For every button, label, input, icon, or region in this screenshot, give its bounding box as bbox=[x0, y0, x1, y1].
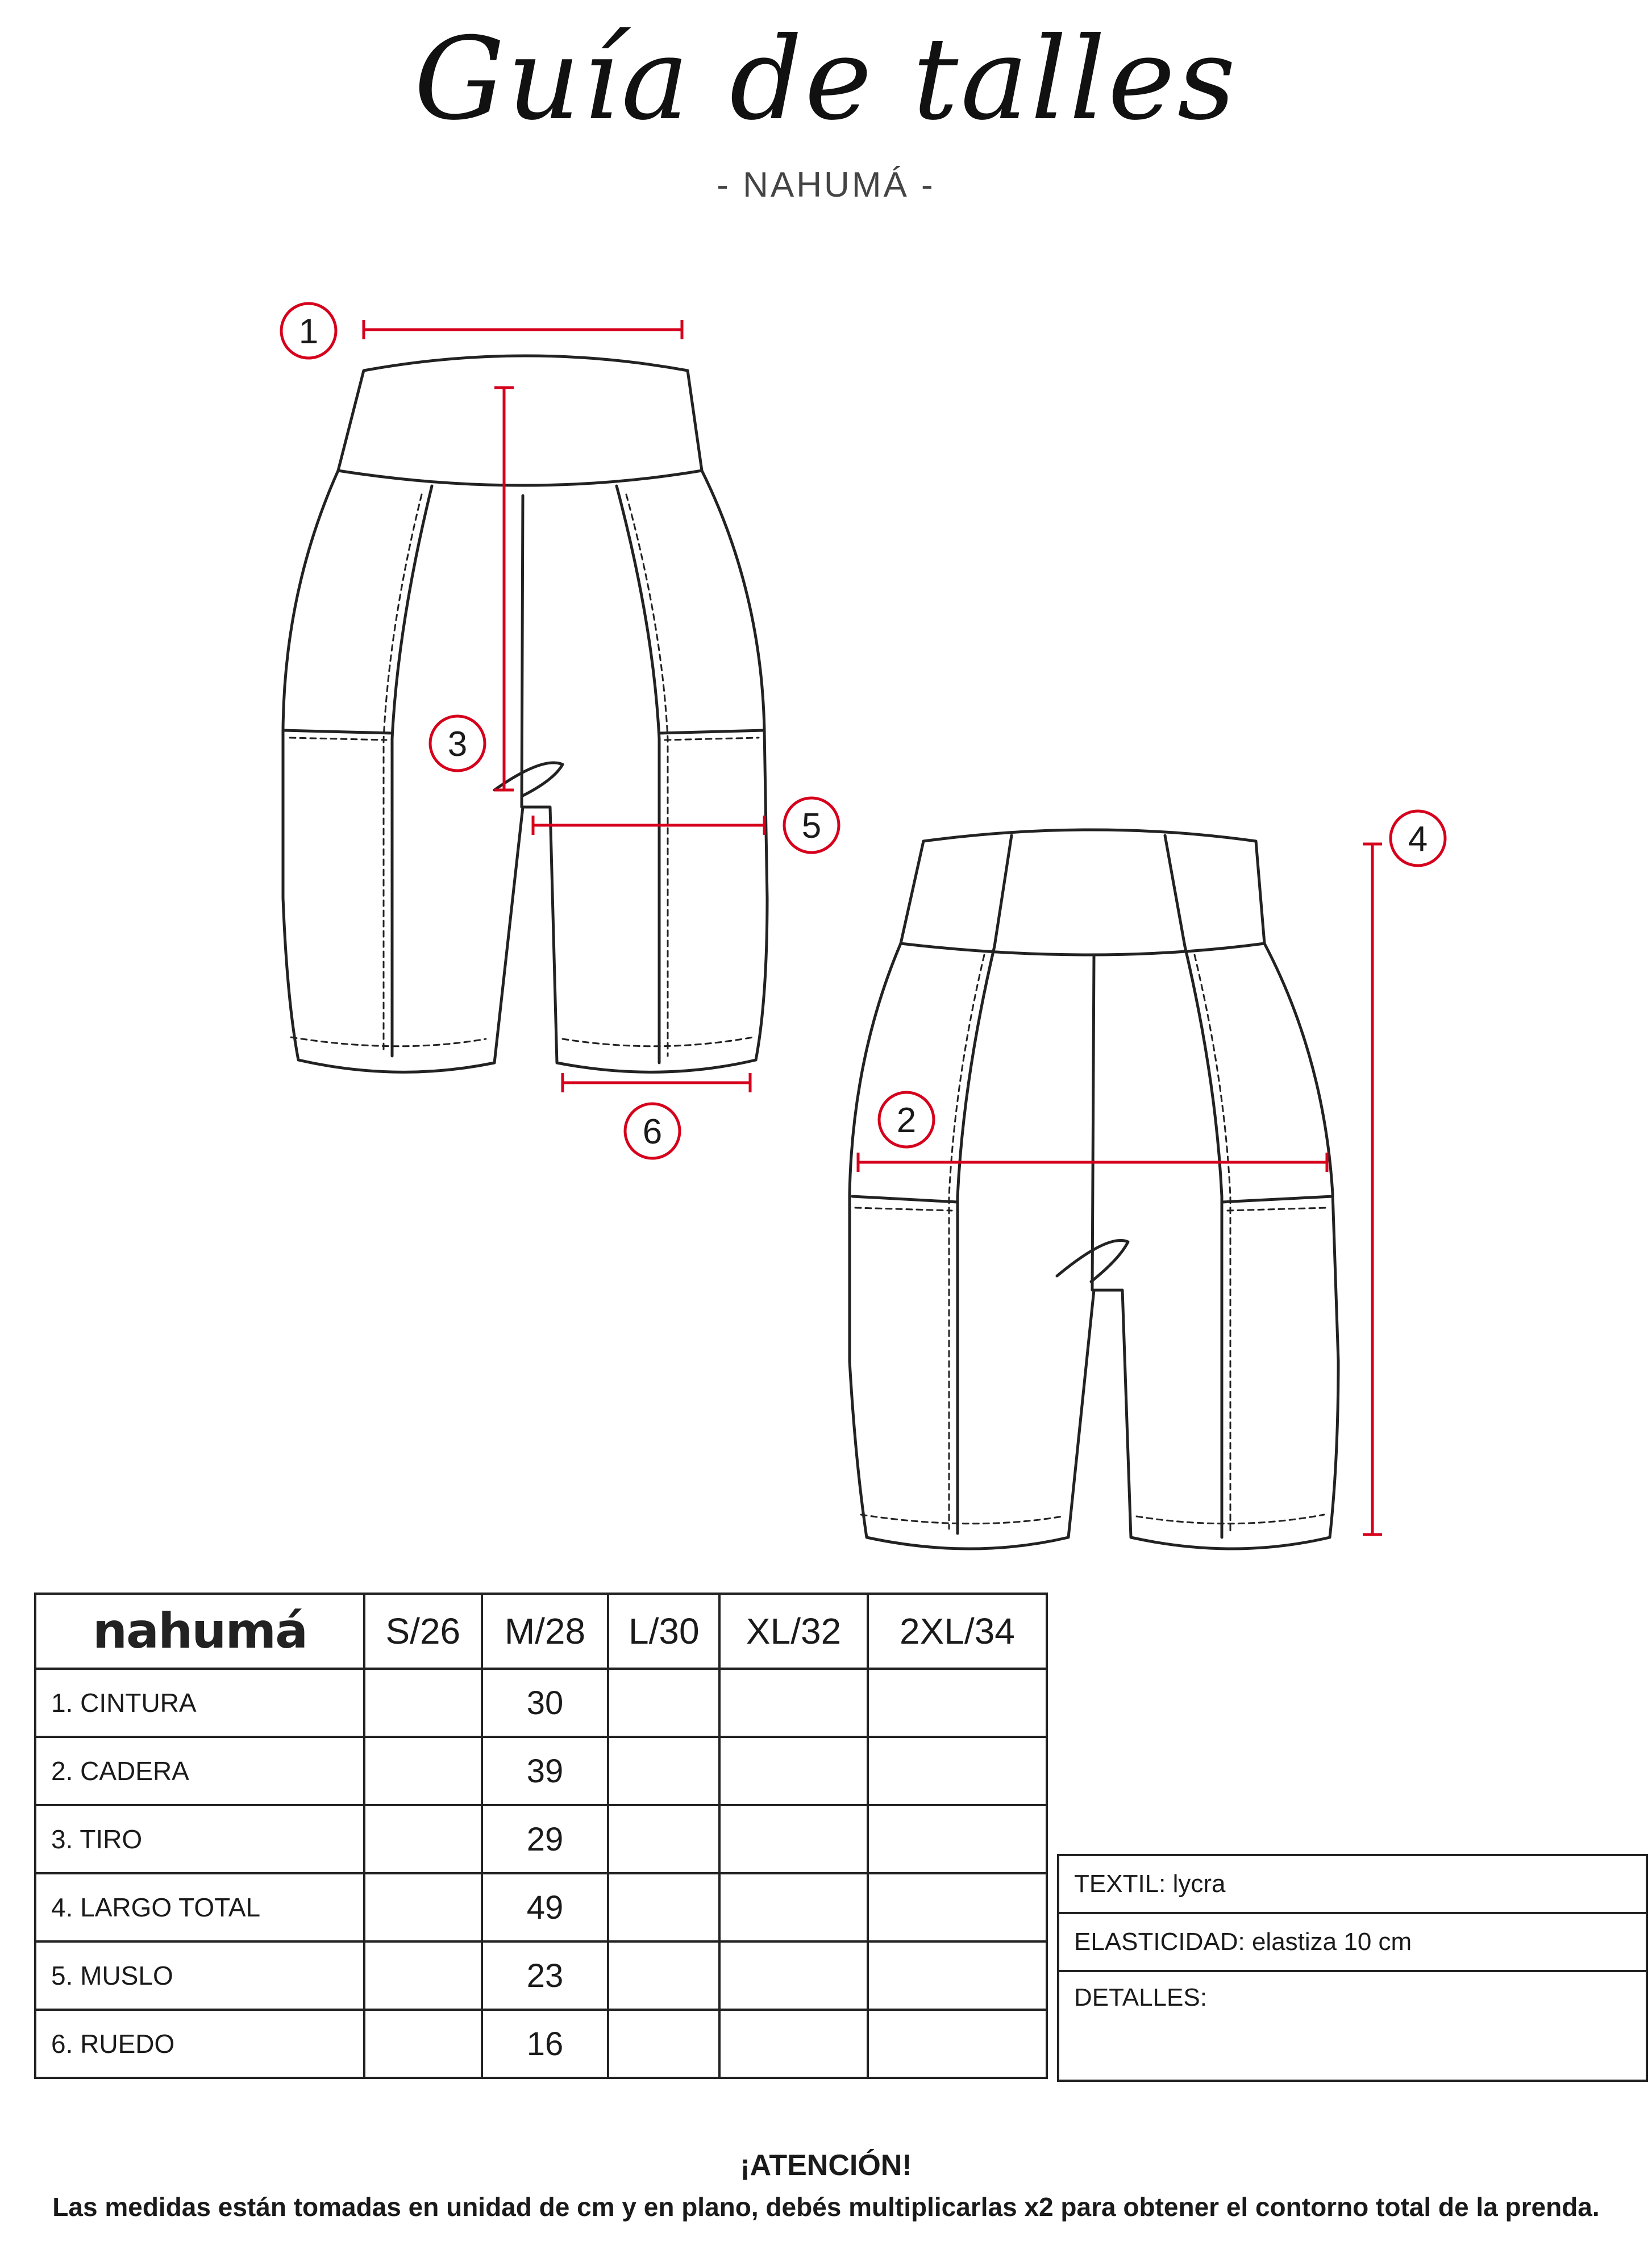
cell-value bbox=[364, 1737, 482, 1805]
row-label: 3. TIRO bbox=[35, 1805, 364, 1873]
fabric-info-table bbox=[1057, 1854, 1648, 2082]
cell-value bbox=[719, 1669, 868, 1737]
size-header: 2XL/34 bbox=[868, 1594, 1047, 1669]
elasticidad-info: ELASTICIDAD: elastiza 10 cm bbox=[1058, 1913, 1647, 1971]
cell-value bbox=[719, 1873, 868, 1941]
cell-value bbox=[719, 2010, 868, 2078]
marker-5: 5 bbox=[801, 806, 822, 846]
size-header: S/26 bbox=[364, 1594, 482, 1669]
row-label: 5. MUSLO bbox=[35, 1941, 364, 2010]
cell-value: 30 bbox=[482, 1669, 609, 1737]
marker-6: 6 bbox=[642, 1112, 663, 1151]
size-header: M/28 bbox=[482, 1594, 609, 1669]
cell-value bbox=[608, 1669, 719, 1737]
cell-value: 49 bbox=[482, 1873, 609, 1941]
cell-value bbox=[868, 1873, 1047, 1941]
cell-value bbox=[364, 1941, 482, 2010]
page-title: Guía de talles bbox=[414, 13, 1238, 145]
cell-value bbox=[719, 1737, 868, 1805]
marker-2: 2 bbox=[896, 1101, 917, 1140]
back-view-shorts bbox=[850, 830, 1338, 1549]
marker-1: 1 bbox=[298, 312, 319, 351]
row-label: 2. CADERA bbox=[35, 1737, 364, 1805]
cell-value bbox=[719, 1941, 868, 2010]
size-table bbox=[34, 1593, 1048, 2079]
size-header-row bbox=[35, 1594, 1047, 1669]
marker-3: 3 bbox=[447, 725, 468, 764]
cell-value bbox=[868, 2010, 1047, 2078]
cell-value bbox=[719, 1805, 868, 1873]
measurement-note: Las medidas están tomadas en unidad de cm y en plano, debés multiplicarlas x2 para obtener el contorno total de la prenda. bbox=[52, 2192, 1600, 2222]
cell-value bbox=[608, 1805, 719, 1873]
cell-value bbox=[868, 1737, 1047, 1805]
marker-4: 4 bbox=[1408, 820, 1428, 859]
detalles-info: DETALLES: bbox=[1058, 1971, 1647, 2081]
cell-value bbox=[868, 1941, 1047, 2010]
row-label: 4. LARGO TOTAL bbox=[35, 1873, 364, 1941]
cell-value: 39 bbox=[482, 1737, 609, 1805]
table-row bbox=[35, 1873, 1047, 1941]
attention-heading: ¡ATENCIÓN! bbox=[740, 2149, 912, 2182]
brand-subtitle: - NAHUMÁ - bbox=[717, 165, 935, 205]
cell-value: 16 bbox=[482, 2010, 609, 2078]
table-row bbox=[35, 1941, 1047, 2010]
brand-logo: nahumá bbox=[35, 1594, 364, 1669]
row-label: 6. RUEDO bbox=[35, 2010, 364, 2078]
table-row bbox=[35, 1669, 1047, 1737]
cell-value bbox=[364, 1805, 482, 1873]
cell-value bbox=[608, 1873, 719, 1941]
size-header: L/30 bbox=[608, 1594, 719, 1669]
cell-value bbox=[364, 2010, 482, 2078]
table-row bbox=[35, 1737, 1047, 1805]
cell-value: 29 bbox=[482, 1805, 609, 1873]
cell-value bbox=[364, 1873, 482, 1941]
cell-value: 23 bbox=[482, 1941, 609, 2010]
cell-value bbox=[868, 1805, 1047, 1873]
cell-value bbox=[364, 1669, 482, 1737]
cell-value bbox=[608, 1737, 719, 1805]
size-header: XL/32 bbox=[719, 1594, 868, 1669]
textil-info: TEXTIL: lycra bbox=[1058, 1855, 1647, 1913]
table-row bbox=[35, 1805, 1047, 1873]
cell-value bbox=[608, 1941, 719, 2010]
row-label: 1. CINTURA bbox=[35, 1669, 364, 1737]
front-view-shorts bbox=[283, 356, 767, 1072]
table-row bbox=[35, 2010, 1047, 2078]
cell-value bbox=[608, 2010, 719, 2078]
cell-value bbox=[868, 1669, 1047, 1737]
